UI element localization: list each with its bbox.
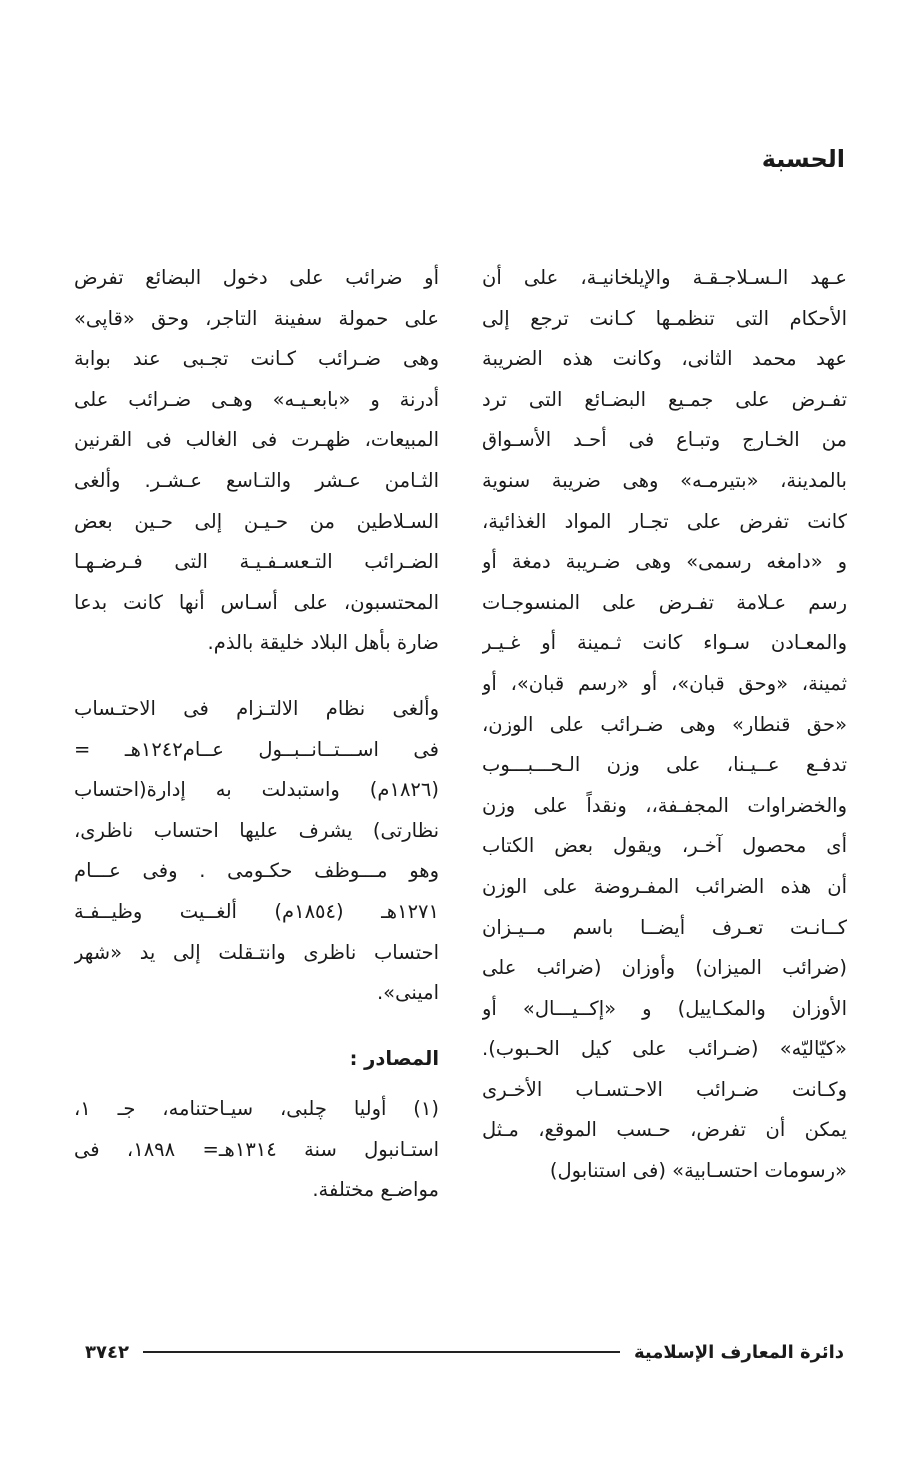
footer-rule (143, 1351, 620, 1353)
publication-title: دائرة المعارف الإسلامية (633, 1341, 844, 1363)
text-line: «رسومات احتسـابية» (فى استنابول) (549, 1159, 847, 1183)
text-line: الضـرائب التـعسـفـيـة التى فـرضـهـا (74, 550, 439, 574)
text-line: نظارتى) يشرف عليها احتساب ناظرى، (74, 818, 439, 842)
text-line: امينى». (376, 981, 439, 1005)
text-line: أن هذه الضرائب المفـروضة على الوزن (482, 874, 847, 898)
text-line: المحتسبون، على أسـاس أنها كانت بدعا (74, 590, 439, 614)
paragraph-iltizam-abolished (74, 689, 439, 1014)
sources-list (74, 1089, 439, 1211)
text-line: تدفـع عــيـنا، على وزن الـحـــبـــوب (482, 753, 847, 777)
text-line: «كيّاليّه» (ضـرائب على كيل الحـبوب). (482, 1037, 847, 1061)
text-line: (١٨٢٦م) واستبدلت به إدارة(احتساب (74, 778, 439, 802)
text-line: السـلاطين من حـيـن إلى حـين بعض (74, 509, 439, 533)
text-line: والمعـادن سـواء كانت ثـمينة أو غـيـر (482, 631, 847, 655)
paragraph-taxes-abolished (74, 258, 439, 664)
text-line: و «دامغه رسمى» وهى ضـريبة دمغة أو (482, 550, 847, 574)
text-line: ١٢٧١هـ (١٨٥٤م) ألغــيت وظيــفـة (74, 899, 439, 923)
right-column (482, 258, 847, 1192)
text-line: الأحكام التى تنظمـها كـانت ترجع إلى (482, 306, 847, 330)
text-line: وهو مـــوظف حكـومى . وفى عـــام (74, 859, 439, 883)
text-line: يمكن أن تفرض، حـسب الموقع، مـثل (482, 1118, 847, 1142)
text-line: تفـرض على جمـيع البضـائع التى ترد (482, 387, 847, 411)
text-line: ضارة بأهل البلاد خليقة بالذم. (207, 631, 439, 655)
text-line: أدرنة و «بابعـيـه» وهـى ضـرائب على (74, 387, 439, 411)
text-line: أو ضرائب على دخول البضائع تفرض (74, 266, 439, 289)
text-line: (ضرائب الميزان) وأوزان (ضرائب على (482, 956, 847, 980)
sources-heading: المصادر : (349, 1046, 439, 1070)
text-line: أى محصول آخـر، ويقول بعض الكتاب (482, 834, 847, 858)
page-number: ٣٧٤٢ (85, 1341, 129, 1363)
text-line: وألغى نظام الالتـزام فى الاحتـساب (74, 696, 439, 720)
text-line: ثمينة، «وحق قبان»، أو «رسم قبان»، أو (482, 671, 847, 695)
text-line: الأوزان والمكـاييل) و «إكــيـــال» أو (482, 996, 847, 1020)
text-line: كــانـت تعـرف أيضــا باسم مــيـزان (482, 915, 847, 939)
text-line: عهد محمد الثانى، وكانت هذه الضريبة (482, 347, 847, 371)
text-line: احتساب ناظرى وانتـقلت إلى يد «شهر (74, 940, 439, 964)
text-line: فى اســـتــانــبــول عــام١٢٤٢هـ = (74, 737, 439, 761)
text-line: كانت تفرض على تجـار المواد الغذائية، (482, 509, 847, 533)
running-head-title: الحسبة (761, 145, 845, 173)
text-line: «حق قنطار» وهى ضـرائب على الوزن، (482, 712, 847, 736)
text-line: الثـامن عـشر والتـاسع عـشـر. وألغى (74, 468, 439, 492)
left-column (74, 258, 439, 1211)
text-line: بالمدينة، «بتيرمـه» وهى ضريبة سنوية (482, 468, 847, 492)
text-line: المبيعات، ظهـرت فى الغالب فى القرنين (74, 428, 439, 452)
text-line: رسم عـلامة تفـرض على المنسوجـات (482, 590, 847, 614)
text-line: والخضراوات المجفـفة،، ونقداً على وزن (482, 793, 847, 817)
source-line: (١) أوليا چلبى، سيـاحتنامه، جـ ١، (74, 1097, 439, 1121)
text-line: وهى ضـرائب كـانت تجـبى عند بوابة (74, 347, 439, 371)
source-line: مواضـع مختلفة. (312, 1178, 439, 1202)
page-footer (85, 1337, 844, 1367)
text-line: على حمولة سفينة التاجر، وحق «قاپى» (74, 306, 439, 330)
text-line: وكـانت ضـرائب الاحـتسـاب الأخـرى (482, 1077, 847, 1101)
source-line: استـانبول سنة ١٣١٤هـ= ١٨٩٨، فى (74, 1137, 439, 1161)
text-line: من الخـارج وتبـاع فى أحـد الأسـواق (482, 428, 847, 452)
text-line: عـهد الـسـلاجـقـة والإيلخانيـة، على أن (482, 266, 847, 289)
